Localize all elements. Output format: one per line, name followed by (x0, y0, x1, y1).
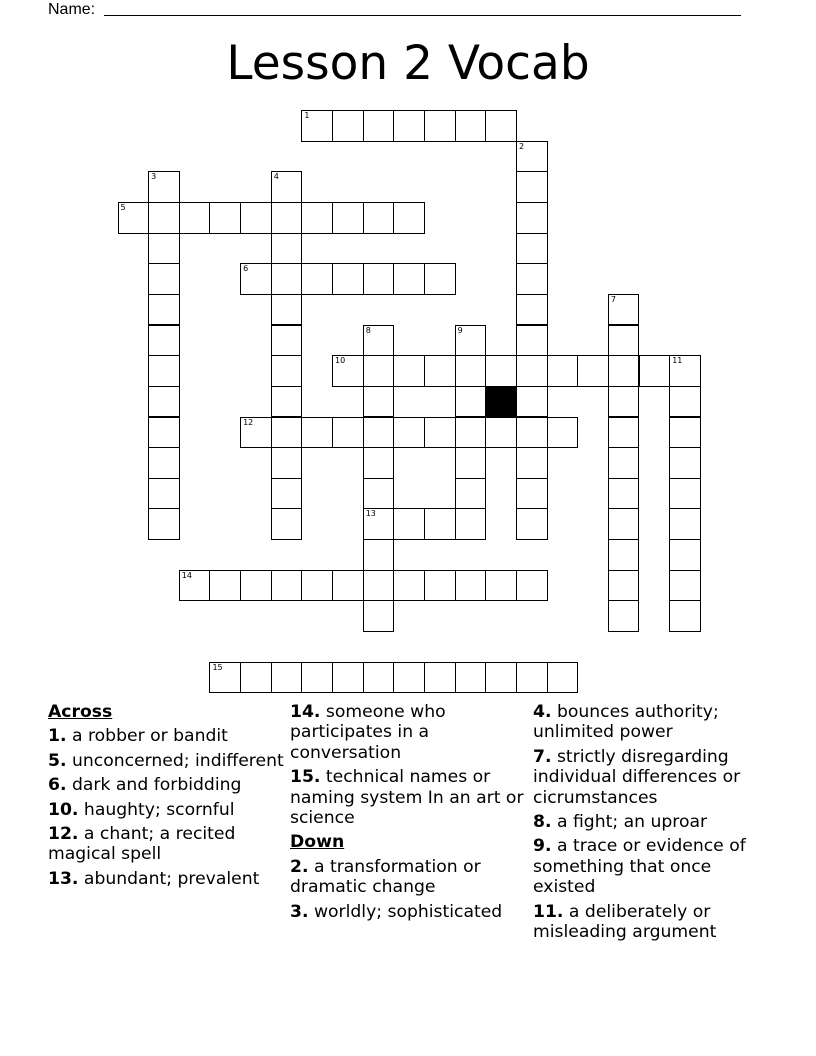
grid-cell[interactable] (271, 478, 303, 510)
down-heading: Down (290, 832, 345, 853)
grid-cell[interactable] (332, 417, 364, 449)
grid-cell[interactable] (639, 355, 671, 387)
grid-cell[interactable] (148, 325, 180, 357)
across-clue (48, 726, 288, 746)
clue-number: 8. (533, 812, 552, 833)
grid-cell[interactable] (301, 570, 333, 602)
grid-cell[interactable] (608, 447, 640, 479)
grid-cell[interactable] (516, 355, 548, 387)
grid-cell[interactable] (363, 570, 395, 602)
grid-cell[interactable] (516, 478, 548, 510)
grid-cell[interactable] (148, 478, 180, 510)
grid-cell[interactable] (608, 325, 640, 357)
grid-cell[interactable] (455, 570, 487, 602)
grid-cell[interactable] (332, 110, 364, 142)
grid-cell[interactable] (363, 478, 395, 510)
grid-cell[interactable] (179, 202, 211, 234)
grid-cell[interactable] (393, 263, 425, 295)
across-clue (290, 767, 530, 828)
clue-number: 12. (48, 824, 79, 845)
clue-text: someone who participates in a conversation (290, 702, 446, 763)
grid-cell[interactable] (669, 447, 701, 479)
grid-cell[interactable] (209, 202, 241, 234)
grid-cell[interactable] (669, 417, 701, 449)
cell-number: 2 (518, 141, 525, 151)
clue-number: 14. (290, 702, 321, 722)
down-clue-list-continued (533, 702, 773, 942)
clue-number: 15. (290, 767, 321, 788)
grid-cell[interactable] (363, 417, 395, 449)
grid-cell[interactable] (332, 263, 364, 295)
cell-number: 8 (365, 325, 371, 335)
grid-cell[interactable] (393, 508, 425, 540)
grid-cell[interactable] (516, 570, 548, 602)
grid-cell[interactable] (148, 294, 180, 326)
grid-cell[interactable] (485, 662, 517, 694)
grid-cell[interactable] (240, 570, 272, 602)
cell-number: 4 (273, 172, 279, 182)
clue-number: 13. (48, 868, 79, 889)
grid-cell[interactable] (271, 508, 303, 540)
grid-cell[interactable] (393, 570, 425, 602)
grid-cell[interactable] (608, 478, 640, 510)
name-label: Name: (48, 1, 96, 18)
grid-cell[interactable] (608, 417, 640, 449)
clue-text: a transformation or dramatic change (290, 856, 481, 898)
grid-cell[interactable] (393, 202, 425, 234)
name-field[interactable] (48, 0, 95, 20)
across-clue (290, 702, 530, 763)
clue-text: a deliberately or misleading argument (533, 901, 717, 943)
across-clue (48, 775, 288, 795)
grid-cell[interactable] (118, 202, 150, 234)
grid-cell[interactable] (485, 355, 517, 387)
cell-number: 12 (243, 417, 254, 427)
grid-cell[interactable] (363, 355, 395, 387)
grid-cell[interactable] (516, 233, 548, 265)
grid-cell[interactable] (363, 662, 395, 694)
grid-cell[interactable] (547, 417, 579, 449)
grid-cell[interactable] (240, 202, 272, 234)
clue-text: a chant; a recited magical spell (48, 824, 236, 865)
grid-cell[interactable] (455, 508, 487, 540)
grid-cell[interactable] (393, 110, 425, 142)
clues-column-2 (290, 702, 530, 926)
grid-cell[interactable] (271, 570, 303, 602)
cell-number: 1 (304, 111, 310, 120)
grid-cell[interactable] (363, 508, 395, 540)
clue-number: 1. (48, 726, 67, 747)
grid-cell[interactable] (424, 355, 456, 387)
down-clue (533, 812, 773, 832)
clue-number: 10. (48, 799, 79, 820)
grid-cell[interactable] (516, 202, 548, 234)
clue-number: 5. (48, 750, 67, 771)
grid-cell[interactable] (516, 386, 548, 418)
grid-cell[interactable] (516, 171, 548, 203)
grid-cell[interactable] (393, 662, 425, 694)
across-clue (48, 751, 288, 771)
grid-cell[interactable] (271, 325, 303, 357)
grid-cell[interactable] (363, 447, 395, 479)
clue-text: abundant; prevalent (83, 868, 260, 889)
clue-text: a fight; an uproar (556, 812, 708, 833)
grid-cell[interactable] (485, 110, 517, 142)
across-clue (48, 869, 288, 889)
clue-number: 9. (533, 836, 552, 857)
grid-cell[interactable] (577, 355, 609, 387)
grid-cell[interactable] (209, 570, 241, 602)
cell-number: 9 (457, 325, 463, 335)
grid-cell[interactable] (332, 570, 364, 602)
grid-cell[interactable] (148, 202, 180, 234)
grid-cell[interactable] (516, 294, 548, 326)
down-clue (533, 747, 773, 808)
grid-cell[interactable] (516, 417, 548, 449)
puzzle-title: Lesson 2 Vocab (226, 36, 590, 91)
clue-text: unconcerned; indifferent (71, 750, 284, 771)
grid-cell[interactable] (455, 417, 487, 449)
grid-cell[interactable] (669, 570, 701, 602)
grid-cell[interactable] (608, 386, 640, 418)
clue-number: 6. (48, 775, 67, 796)
grid-cell[interactable] (608, 508, 640, 540)
grid-cell[interactable] (669, 508, 701, 540)
grid-cell[interactable] (424, 263, 456, 295)
grid-cell[interactable] (669, 478, 701, 510)
name-underline[interactable] (104, 15, 741, 16)
across-clue (48, 824, 288, 865)
cell-number: 6 (243, 264, 249, 274)
grid-cell[interactable] (271, 417, 303, 449)
grid-cell[interactable] (148, 508, 180, 540)
clue-text: bounces authority; unlimited power (533, 702, 719, 743)
cell-number: 10 (335, 356, 346, 366)
clue-text: dark and forbidding (71, 775, 242, 796)
across-clue-list-continued (290, 702, 530, 828)
grid-cell[interactable] (455, 447, 487, 479)
grid-cell[interactable] (516, 263, 548, 295)
grid-cell[interactable] (393, 355, 425, 387)
grid-cell[interactable] (547, 662, 579, 694)
grid-cell[interactable] (424, 570, 456, 602)
grid-cell[interactable] (485, 417, 517, 449)
grid-cell[interactable] (455, 478, 487, 510)
grid-cell[interactable] (179, 570, 211, 602)
grid-cell[interactable] (455, 662, 487, 694)
clues-column-3 (533, 702, 773, 946)
cell-number: 7 (610, 294, 616, 304)
clue-text: technical names or naming system In an art or science (290, 767, 524, 829)
grid-cell[interactable] (424, 508, 456, 540)
grid-cell[interactable] (148, 447, 180, 479)
across-clue-list (48, 726, 288, 889)
blocked-cell (485, 386, 517, 418)
grid-cell[interactable] (608, 539, 640, 571)
clue-number: 7. (533, 746, 552, 767)
grid-cell[interactable] (332, 202, 364, 234)
down-clue (533, 702, 773, 743)
cell-number: 15 (212, 662, 223, 672)
clue-text: a robber or bandit (71, 726, 228, 747)
grid-cell[interactable] (608, 570, 640, 602)
clue-text: strictly disregarding individual differences or cicrumstances (533, 746, 741, 808)
grid-cell[interactable] (209, 662, 241, 694)
down-clue (533, 902, 773, 943)
grid-cell[interactable] (271, 662, 303, 694)
grid-cell[interactable] (669, 600, 701, 632)
cell-number: 13 (365, 509, 376, 519)
grid-cell[interactable] (363, 110, 395, 142)
grid-cell[interactable] (148, 263, 180, 295)
grid-cell[interactable] (424, 110, 456, 142)
down-clue-list (290, 857, 530, 922)
grid-cell[interactable] (271, 386, 303, 418)
clue-number: 3. (290, 901, 309, 922)
grid-cell[interactable] (301, 662, 333, 694)
grid-cell[interactable] (363, 386, 395, 418)
down-clue (533, 836, 773, 897)
grid-cell[interactable] (301, 202, 333, 234)
grid-cell[interactable] (363, 202, 395, 234)
grid-cell[interactable] (608, 600, 640, 632)
cell-number: 11 (672, 356, 683, 366)
grid-cell[interactable] (516, 325, 548, 357)
grid-cell[interactable] (271, 447, 303, 479)
clue-number: 11. (533, 901, 564, 922)
grid-cell[interactable] (547, 355, 579, 387)
grid-cell[interactable] (332, 355, 364, 387)
clue-number: 4. (533, 702, 552, 722)
grid-cell[interactable] (516, 141, 548, 173)
grid-cell[interactable] (363, 600, 395, 632)
grid-cell[interactable] (608, 355, 640, 387)
grid-cell[interactable] (485, 570, 517, 602)
grid-cell[interactable] (240, 263, 272, 295)
grid-cell[interactable] (516, 447, 548, 479)
cell-number: 14 (181, 570, 192, 580)
cell-number: 3 (151, 172, 157, 182)
grid-cell[interactable] (669, 539, 701, 571)
grid-cell[interactable] (148, 386, 180, 418)
down-clue (290, 902, 530, 922)
grid-cell[interactable] (516, 508, 548, 540)
grid-cell[interactable] (240, 417, 272, 449)
grid-cell[interactable] (455, 355, 487, 387)
grid-cell[interactable] (271, 233, 303, 265)
grid-cell[interactable] (301, 263, 333, 295)
clue-text: haughty; scornful (83, 799, 235, 820)
grid-cell[interactable] (240, 662, 272, 694)
clue-text: worldly; sophisticated (313, 901, 503, 922)
grid-cell[interactable] (363, 325, 395, 357)
clue-number: 2. (290, 856, 309, 877)
cell-number: 5 (120, 202, 126, 212)
clues-column-1 (48, 702, 288, 893)
grid-cell[interactable] (271, 294, 303, 326)
grid-cell[interactable] (271, 263, 303, 295)
grid-cell[interactable] (455, 325, 487, 357)
grid-cell[interactable] (669, 355, 701, 387)
grid-cell[interactable] (148, 171, 180, 203)
grid-cell[interactable] (301, 417, 333, 449)
grid-cell[interactable] (271, 355, 303, 387)
grid-cell[interactable] (148, 417, 180, 449)
grid-cell[interactable] (608, 294, 640, 326)
grid-cell[interactable] (516, 662, 548, 694)
grid-cell[interactable] (455, 110, 487, 142)
across-clue (48, 800, 288, 820)
grid-cell[interactable] (301, 110, 333, 142)
grid-cell[interactable] (271, 171, 303, 203)
clue-text: a trace or evidence of something that once existed (533, 836, 746, 898)
grid-cell[interactable] (148, 355, 180, 387)
grid-cell[interactable] (455, 386, 487, 418)
grid-cell[interactable] (669, 386, 701, 418)
grid-cell[interactable] (363, 263, 395, 295)
grid-cell[interactable] (271, 202, 303, 234)
grid-cell[interactable] (332, 662, 364, 694)
across-heading: Across (48, 702, 113, 722)
grid-cell[interactable] (148, 233, 180, 265)
grid-cell[interactable] (424, 417, 456, 449)
grid-cell[interactable] (393, 417, 425, 449)
grid-cell[interactable] (363, 539, 395, 571)
down-clue (290, 857, 530, 898)
grid-cell[interactable] (424, 662, 456, 694)
